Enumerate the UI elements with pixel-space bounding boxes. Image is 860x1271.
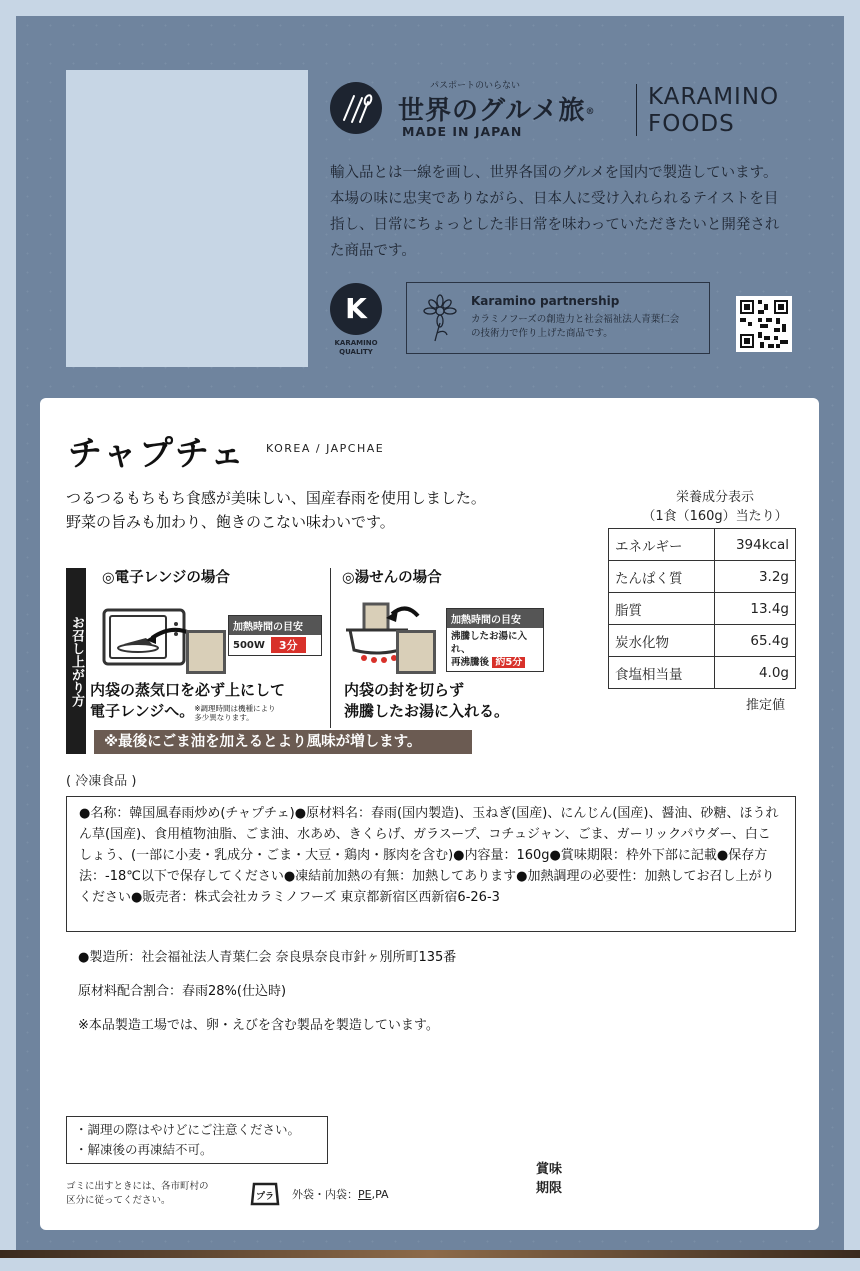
product-info-panel <box>40 398 819 1230</box>
plastic-recycle-icon <box>248 1176 282 1210</box>
disposal-note: ゴミに出すときには、各市町村の 区分に従ってください。 <box>66 1181 209 1206</box>
boil-time-box: 加熱時間の目安 沸騰したお湯に入れ、 再沸騰後 約5分 <box>446 608 544 672</box>
partnership-title: Karamino partnership <box>471 294 620 308</box>
table-row: エネルギー 394kcal <box>609 529 796 561</box>
qr-code-icon[interactable] <box>736 296 792 352</box>
product-photo <box>66 70 308 367</box>
table-row: たんぱく質 3.2g <box>609 561 796 593</box>
pouch-icon <box>186 630 226 674</box>
cutlery-logo-icon <box>330 82 382 134</box>
method-divider <box>330 568 331 728</box>
svg-text:プラ: プラ <box>255 1192 275 1202</box>
boil-minutes: 約5分 <box>492 657 525 668</box>
microwave-title: ◎電子レンジの場合 <box>102 570 230 586</box>
product-name-en: KOREA / JAPCHAE <box>266 442 385 455</box>
brand-name: 世界のグルメ旅® <box>398 96 596 126</box>
partnership-desc: カラミノフーズの創造力と社会福祉法人青葉仁会 の技術力で作り上げた商品です。 <box>471 314 680 339</box>
microwave-instruction: 内袋の蒸気口を必ず上にして 電子レンジへ。※調理時間は機種により 多少異なります。 <box>90 681 286 722</box>
microwave-minutes: 3分 <box>271 637 306 653</box>
karamino-quality-icon: K <box>330 283 382 335</box>
intro-text: 輸入品とは一線を画し、世界各国のグルメを国内で製造しています。 本場の味に忠実でありながら、日本人に受け入れられるテイストを目 指し、日常にちょっとした非日常を味わっていただきたいと開発され た商品です。 <box>330 165 780 259</box>
ingredient-ratio: 原材料配合割合：春雨28%(仕込時) <box>78 984 287 999</box>
caution-box: ・調理の際はやけどにご注意ください。 ・解凍後の再凍結不可。 <box>66 1116 328 1164</box>
bottom-bar <box>0 1250 860 1258</box>
product-description: つるつるもちもち食感が美味しい、国産春雨を使用しました。 野菜の旨みも加わり、飽きのこない味わいです。 <box>66 489 486 531</box>
serving-tab: お召し上がり方 <box>66 568 86 754</box>
table-row: 脂質 13.4g <box>609 593 796 625</box>
company-name-line1: KARAMINO <box>648 84 780 110</box>
nutrition-title: 栄養成分表示 （1食（160g）当たり） <box>642 490 788 524</box>
registered-mark: ® <box>585 107 596 117</box>
boil-title: ◎湯せんの場合 <box>342 570 442 586</box>
manufacturer: ●製造所：社会福祉法人青葉仁会 奈良県奈良市針ヶ別所町135番 <box>78 950 457 965</box>
table-row: 食塩相当量 4.0g <box>609 657 796 689</box>
microwave-note: ※調理時間は機種により 多少異なります。 <box>194 704 276 722</box>
boil-instruction: 内袋の封を切らず 沸騰したお湯に入れる。 <box>344 681 510 720</box>
nutrition-estimate: 推定値 <box>746 698 786 713</box>
frozen-food-label: ( 冷凍食品 ) <box>66 774 137 789</box>
food-label-box: ●名称：韓国風春雨炒め(チャプチェ)●原材料名：春雨(国内製造)、玉ねぎ(国産)、にんじん(国産)、醤油、砂糖、ほうれん草(国産)、食用植物油脂、ごま油、水あめ、きくらげ、ガラスープ、コチュジャン、ごま、ガーリックパウダー、白こしょう、(一部に小麦・乳成分・ごま・大豆・鶏肉・豚肉を含む)●内容量：160g●賞味期限：枠外下部に記載●保存方法：-18℃以下で保存してください●凍結前加熱の有無：加熱してあります●加熱調理の必要性：加熱してお召し上がりください●販売者：株式会社カラミノフーズ 東京都新宿区西新宿6-26-3 <box>66 796 796 932</box>
microwave-time-box: 加熱時間の目安 500W 3分 <box>228 615 322 656</box>
packaging-materials: 外袋・内袋：PE,PA <box>292 1188 389 1201</box>
nutrition-table <box>608 528 796 689</box>
company-name-line2: FOODS <box>648 111 735 137</box>
brand-tagline: パスポートのいらない <box>430 81 521 91</box>
pouch-icon <box>396 630 436 674</box>
microwave-watt: 500W <box>233 639 265 651</box>
sesame-oil-tip: ※最後にごま油を加えるとより風味が増します。 <box>94 730 472 754</box>
flower-icon <box>417 293 463 343</box>
made-in-japan: MADE IN JAPAN <box>402 124 523 139</box>
best-before-label: 賞味 期限 <box>536 1162 563 1196</box>
table-row: 炭水化物 65.4g <box>609 625 796 657</box>
allergen-note: ※本品製造工場では、卵・えびを含む製品を製造しています。 <box>78 1018 439 1033</box>
karamino-quality-label: KARAMINO QUALITY <box>334 339 378 356</box>
partnership-box <box>406 282 710 354</box>
brand-divider <box>636 84 637 136</box>
product-name: チャプチェ <box>68 434 246 474</box>
